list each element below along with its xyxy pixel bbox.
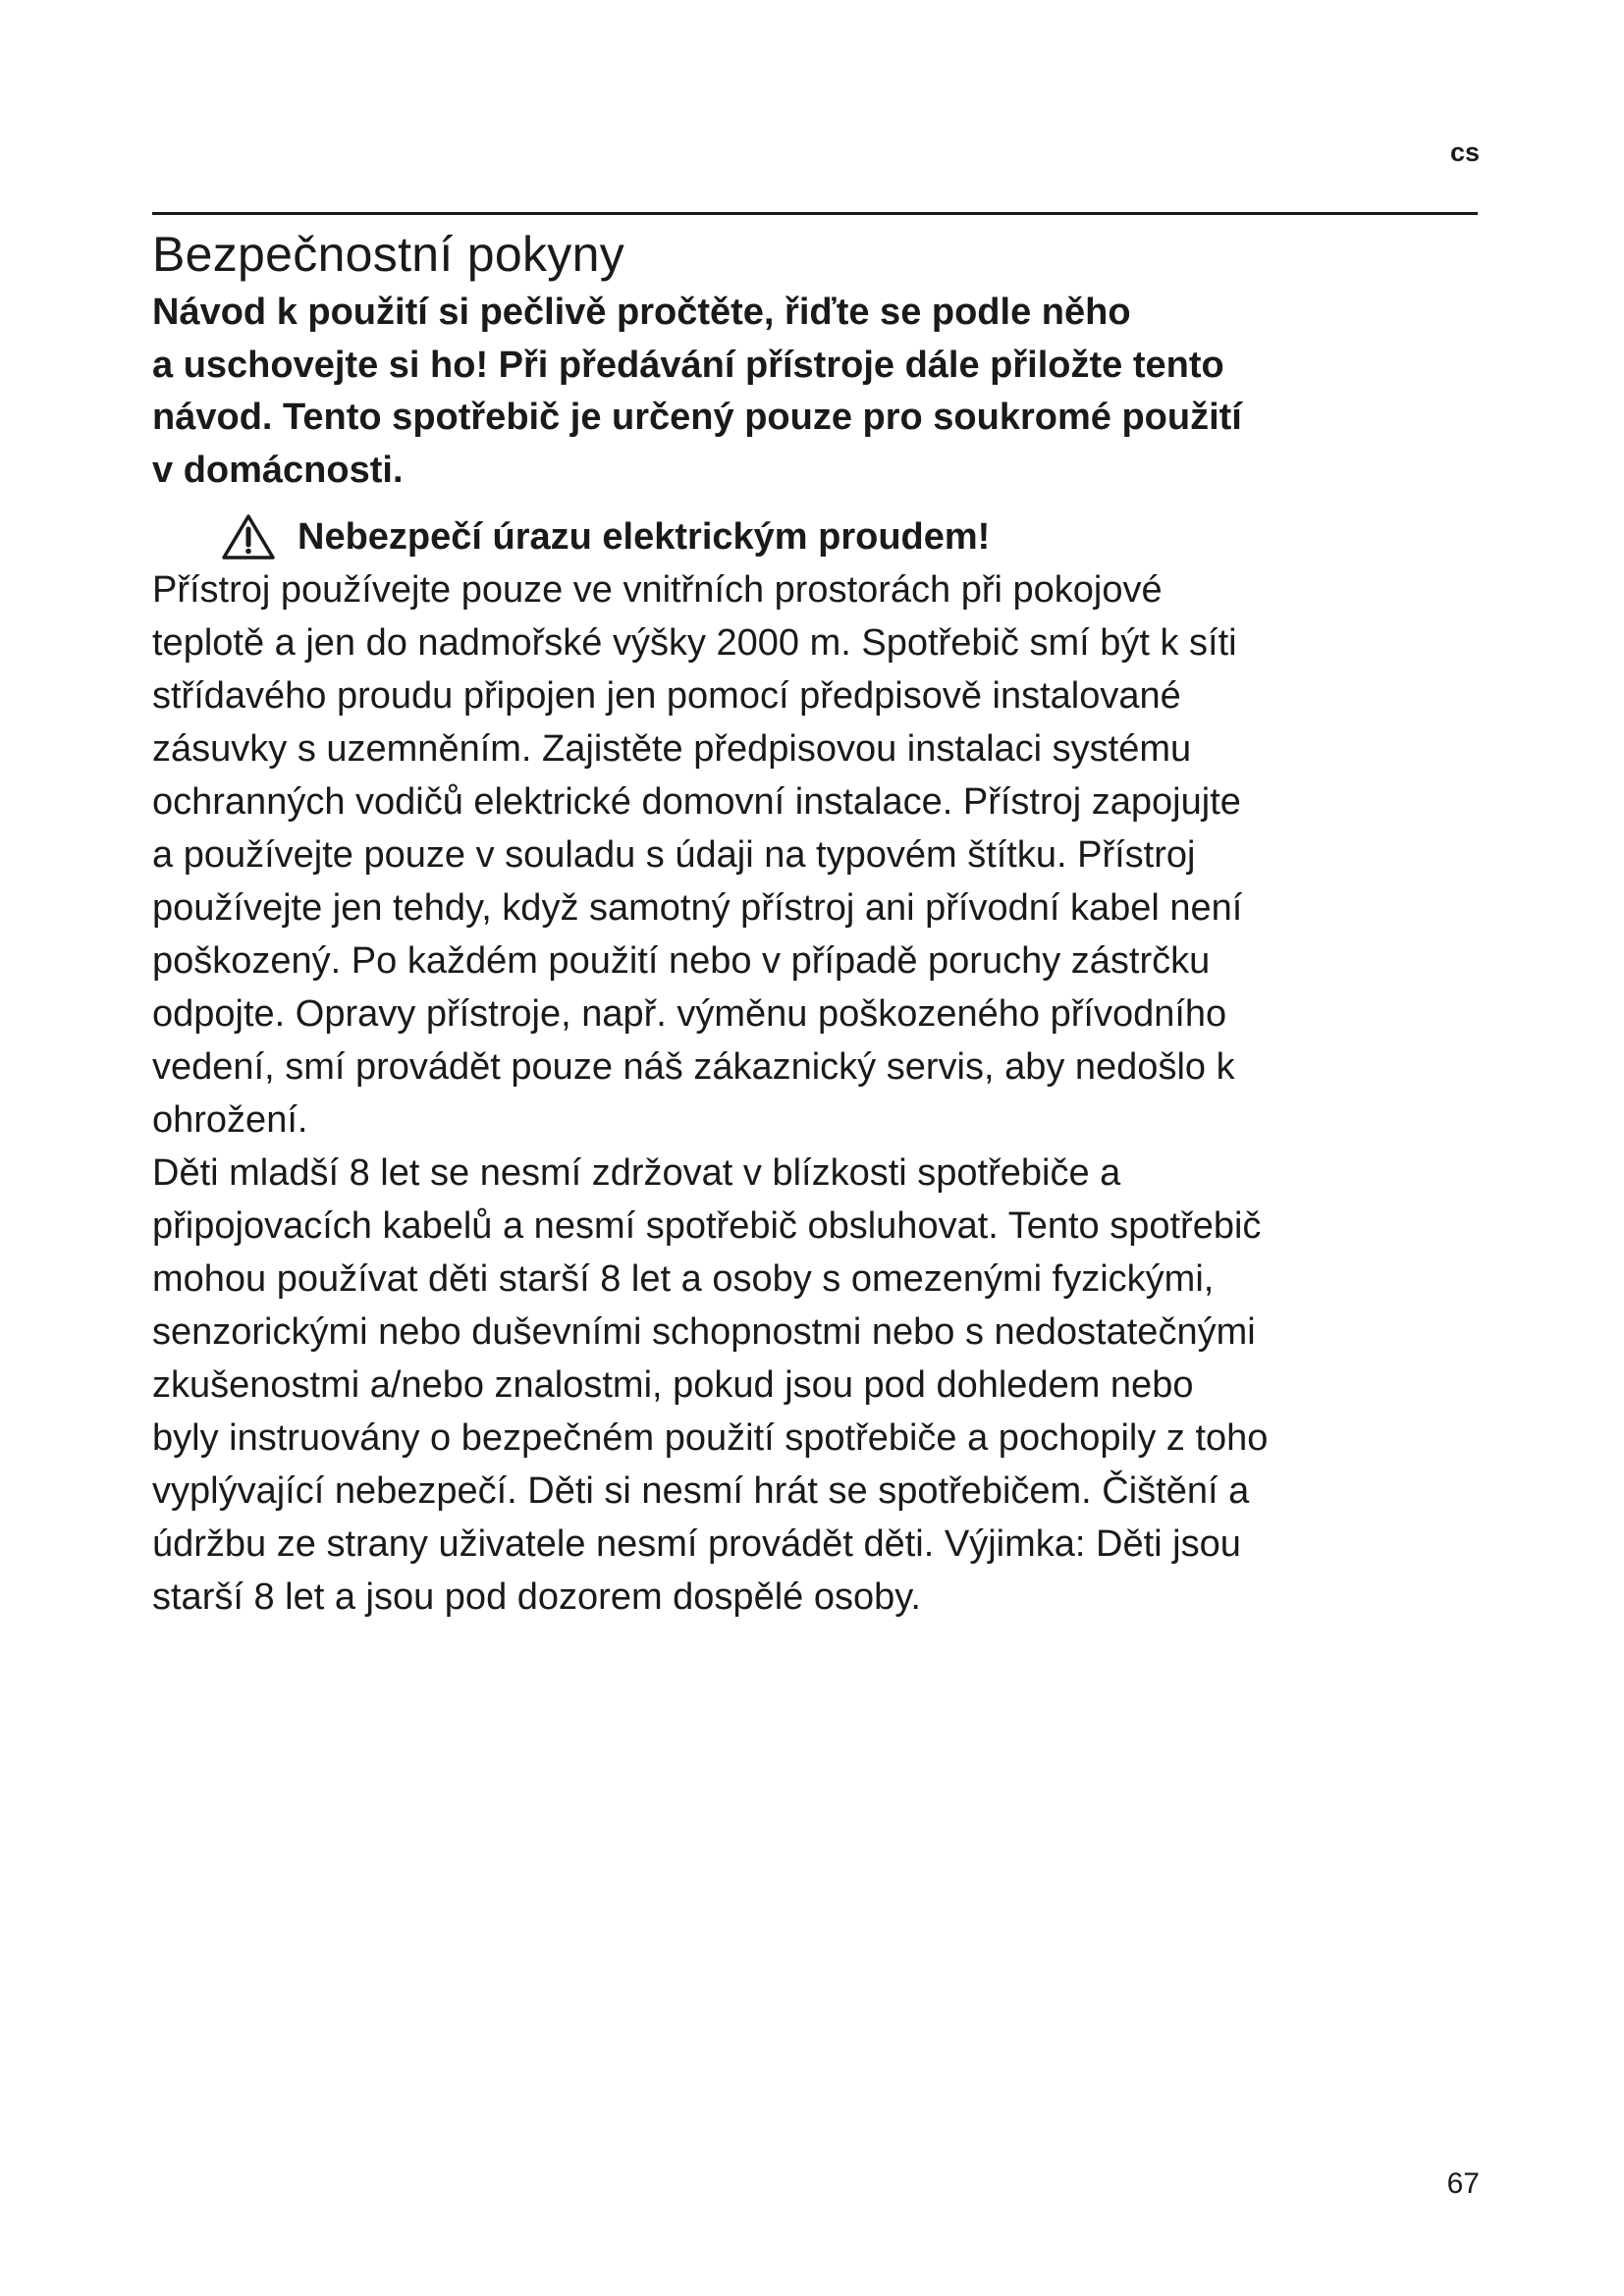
warning-heading — [152, 510, 1488, 563]
electric-shock-paragraph: Přístroj používejte pouze ve vnitřních prostorách při pokojové teplotě a jen do nadmořské výšky 2000 m. Spotřebič smí být k síti střídavého proudu připojen jen pomocí předpisově instalované zásuvky s uzemněním. Zajistěte předpisovou instalaci systému ochranných vodičů elektrické domovní instalace. Přístroj zapojujte a používejte pouze v souladu s údaji na typovém štítku. Přístroj používejte jen tehdy, když samotný přístroj ani přívodní kabel není poškozený. Po každém použití nebo v případě poruchy zástrčku odpojte. Opravy přístroje, např. výměnu poškozeného přívodního vedení, smí provádět pouze náš zákaznický servis, aby nedošlo k ohrožení. — [152, 569, 1243, 1141]
intro-text: Návod k použití si pečlivě pročtěte, řiďte se podle něho a uschovejte si ho! Při předávání přístroje dále přiložte tento návod. Tento spotřebič je určený pouze pro soukromé použití v domácnosti. — [152, 292, 1242, 491]
children-paragraph: Děti mladší 8 let se nesmí zdržovat v blízkosti spotřebiče a připojovacích kabelů a nesmí spotřebič obsluhovat. Tento spotřebič mohou používat děti starší 8 let a osoby s omezenými fyzickými, senzorickými nebo duševními schopnostmi nebo s nedostatečnými zkušenostmi a/nebo znalostmi, pokud jsou pod dohledem nebo byly instruovány o bezpečném použití spotřebiče a pochopily z toho vyplývající nebezpečí. Děti si nesmí hrát se spotřebičem. Čištění a údržbu ze strany uživatele nesmí provádět děti. Výjimka: Děti jsou starší 8 let a jsou pod dozorem dospělé osoby. — [152, 1152, 1269, 1618]
section-title: Bezpečnostní pokyny — [152, 227, 624, 282]
header-rule — [152, 212, 1478, 215]
safety-section — [152, 222, 1488, 1624]
page-number: 67 — [1446, 2167, 1480, 2200]
warning-triangle-icon — [221, 513, 276, 561]
warning-heading-text: Nebezpečí úrazu elektrickým proudem! — [298, 516, 991, 558]
language-code: cs — [1449, 137, 1480, 167]
